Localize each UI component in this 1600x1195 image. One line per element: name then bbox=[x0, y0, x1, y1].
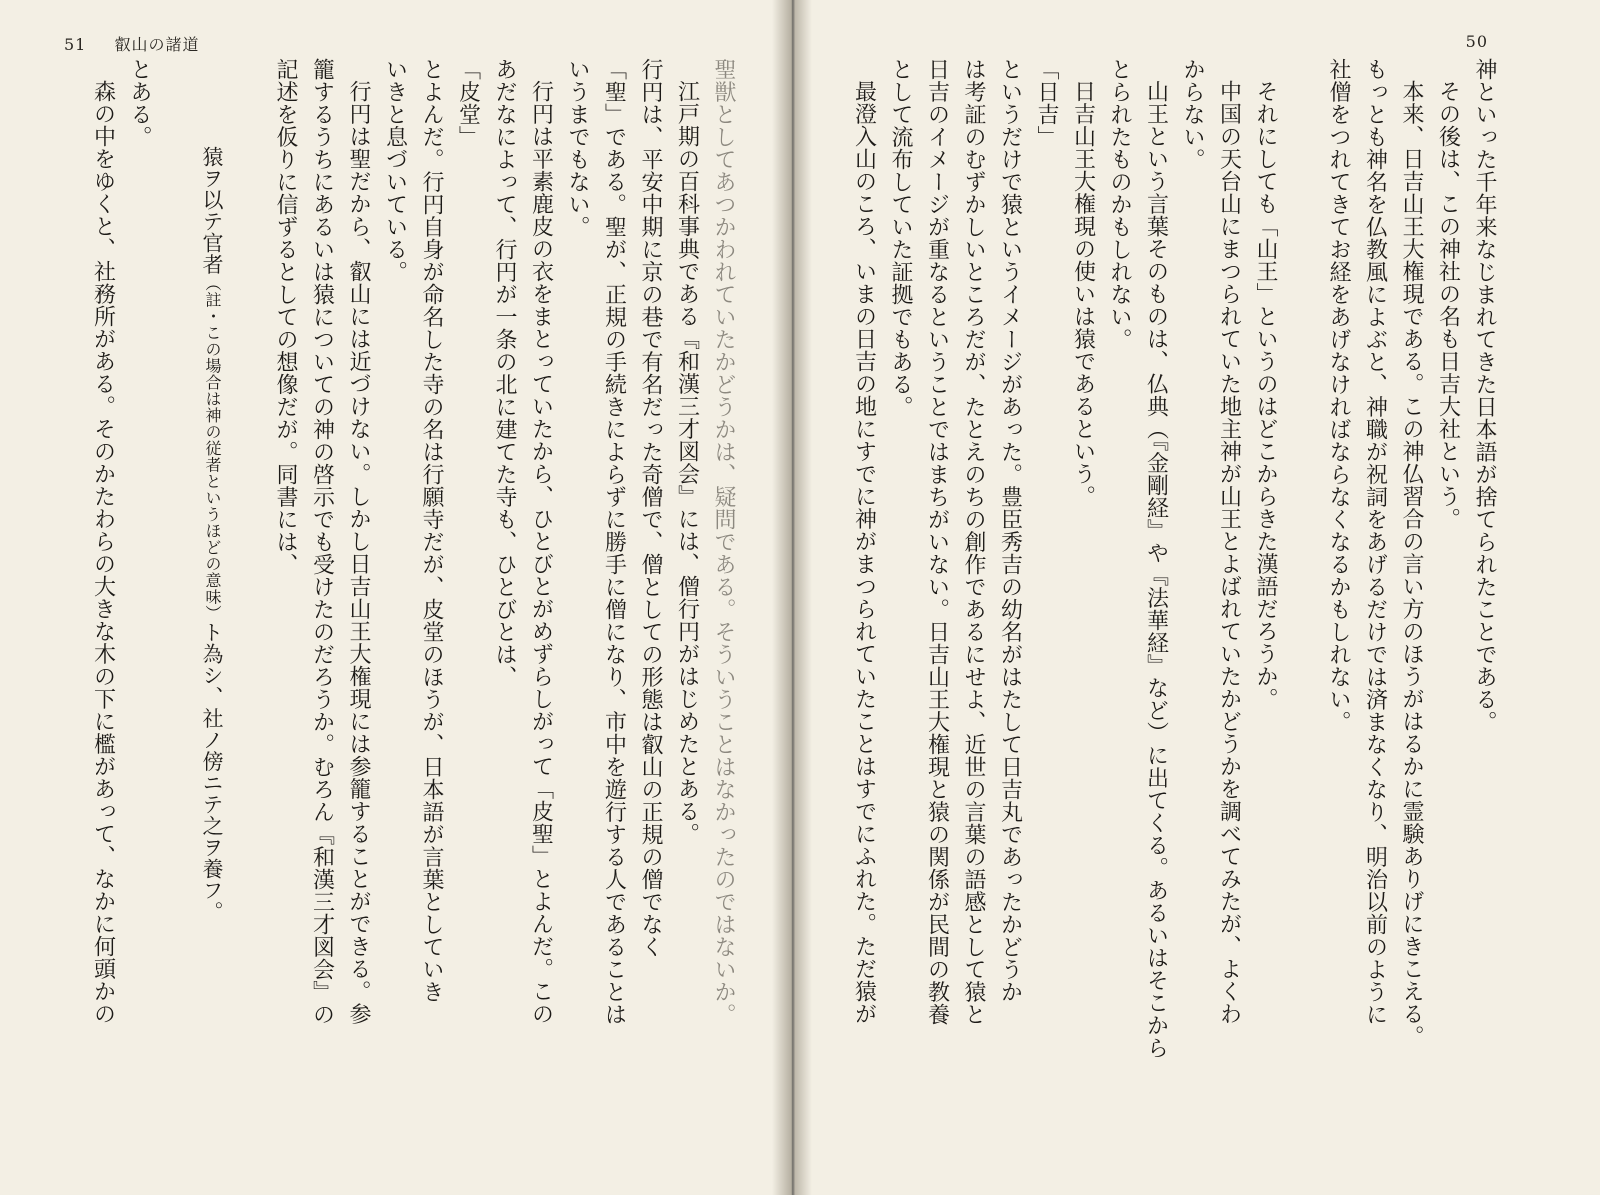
text-column: 「聖」である。聖が、正規の手続きによらずに勝手に僧になり、市中を遊行する人であることは bbox=[601, 58, 627, 1026]
left-page-body bbox=[31, 58, 741, 1118]
text-column: 最澄入山のころ、いまの日吉の地にすでに神がまつられていたことはすでにふれた。ただ猿が bbox=[851, 80, 877, 1025]
text-column: 神といった千年来なじまれてきた日本語が捨てられたことである。 bbox=[1472, 58, 1497, 733]
right-page bbox=[793, 0, 1600, 1195]
right-page-number: 50 bbox=[1465, 32, 1488, 51]
text-column: その後は、この神社の名も日吉大社という。 bbox=[1435, 80, 1461, 530]
text-column: 行円は平素鹿皮の衣をまとっていたから、ひとびとがめずらしがって「皮聖」とよんだ。この bbox=[528, 80, 554, 1025]
text-column: 社僧をつれてきてお経をあげなければならなくなるかもしれない。 bbox=[1326, 58, 1351, 733]
text-column: もっとも神名を仏教風によぶと、神職が祝詞をあげるだけでは済まなくなり、明治以前のように bbox=[1362, 58, 1388, 1026]
quote-note: （註・この場合は神の従者というほどの意味） bbox=[203, 275, 222, 622]
text-column: いきと息づいている。 bbox=[382, 58, 408, 283]
text-column: 「皮堂」 bbox=[455, 58, 481, 148]
text-column: とある。 bbox=[127, 58, 152, 148]
text-column: とよんだ。行円自身が命名した寺の名は行願寺だが、皮堂のほうが、日本語が言葉としていき bbox=[419, 58, 444, 1003]
text-column: として流布していた証拠でもある。 bbox=[888, 58, 913, 418]
left-page-header bbox=[64, 32, 199, 55]
right-page-body bbox=[812, 58, 1502, 1118]
text-column: は考証のむずかしいところだが、たとえのちの創作であるにせよ、近世の言葉の語感として猿と bbox=[961, 58, 986, 1026]
text-column: 行円は聖だから、叡山には近づけない。しかし日吉山王大権現には参籠することができる。参 bbox=[346, 80, 371, 1025]
text-column: 江戸期の百科事典である『和漢三才図会』には、僧行円がはじめたとある。 bbox=[674, 80, 700, 845]
text-column: 籠するうちにあるいは猿についての神の啓示でも受けたのだろうか。むろん『和漢三才図会』の bbox=[309, 58, 335, 1026]
text-column: からない。 bbox=[1180, 58, 1205, 171]
text-column: 日吉山王大権現の使いは猿であるという。 bbox=[1070, 80, 1096, 508]
quote-text: 猿ヲ以テ官者 bbox=[200, 146, 224, 275]
text-column: 森の中をゆくと、社務所がある。そのかたわらの大きな木の下に檻があって、なかに何頭かの bbox=[90, 80, 116, 1025]
text-column: 行円は、平安中期に京の巷で有名だった奇僧で、僧としての形態は叡山の正規の僧でなく bbox=[638, 58, 663, 958]
text-column: あだなによって、行円が一条の北に建てた寺も、ひとびとは、 bbox=[492, 58, 517, 688]
running-head: 叡山の諸道 bbox=[114, 35, 200, 54]
quote-tail: ト為シ、社ノ傍ニテ之ヲ養フ。 bbox=[200, 621, 224, 923]
text-column: というだけで猿というイメージがあった。豊臣秀吉の幼名がはたして日吉丸であったかどうか bbox=[997, 58, 1023, 1003]
left-page-number: 51 bbox=[64, 35, 87, 54]
text-column: 本来、日吉山王大権現である。この神仏習合の言い方のほうがはるかに霊験ありげにきこえる。 bbox=[1399, 80, 1424, 1048]
text-column: 記述を仮りに信ずるとしての想像だが。同書には、 bbox=[273, 58, 298, 576]
text-column: 中国の天台山にまつられていた地主神が山王とよばれていたかどうかを調べてみたが、よくわ bbox=[1216, 80, 1242, 1025]
text-column: 日吉のイメージが重なるということではまちがいない。日吉山王大権現と猿の関係が民間の教養 bbox=[924, 58, 950, 1026]
text-column: それにしても「山王」というのはどこからきた漢語だろうか。 bbox=[1253, 80, 1278, 710]
text-column: 山王という言葉そのものは、仏典（『金剛経』や『法華経』など）に出てくる。あるいはそこから bbox=[1143, 80, 1169, 1059]
text-column: とられたものかもしれない。 bbox=[1107, 58, 1132, 351]
left-page bbox=[0, 0, 793, 1195]
right-page-header bbox=[1466, 32, 1488, 51]
text-column: 「日吉」 bbox=[1034, 58, 1059, 148]
text-column: 聖獣としてあつかわれていたかどうかは、疑問である。そういうことはなかったのではないか。 bbox=[711, 58, 736, 1026]
text-column bbox=[194, 58, 231, 1118]
text-column: いうまでもない。 bbox=[565, 58, 590, 238]
